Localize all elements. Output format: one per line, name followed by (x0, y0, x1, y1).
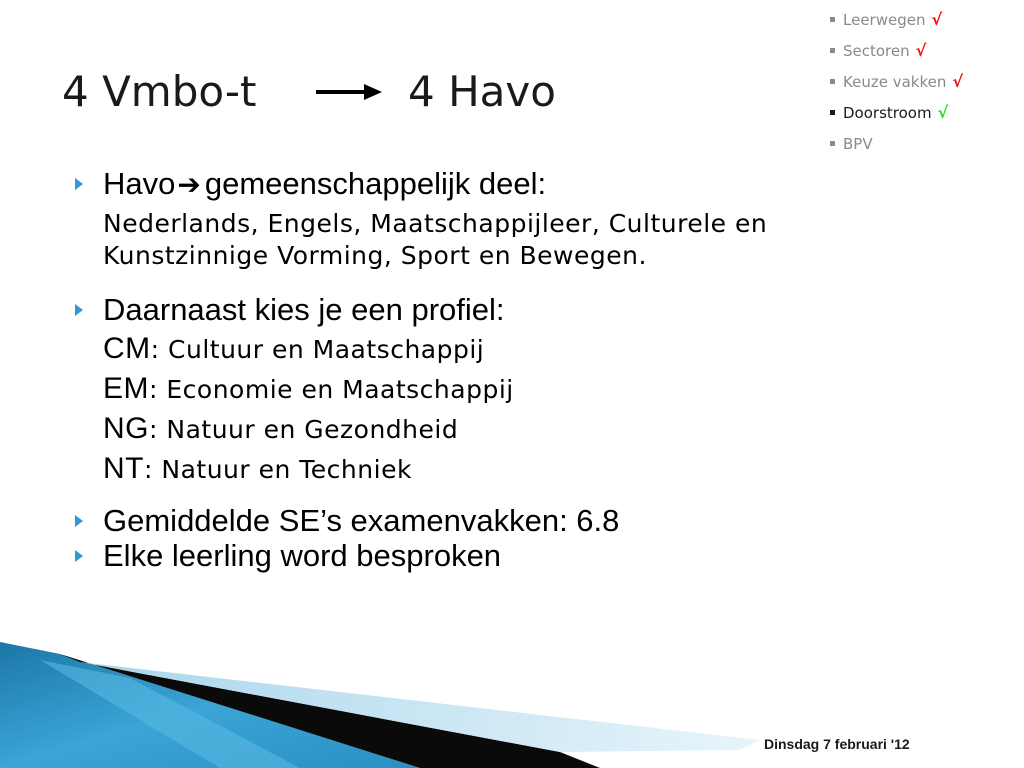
bullet-heading: Daarnaast kies je een profiel: (103, 292, 505, 327)
square-bullet-icon (830, 141, 835, 146)
profile-ng (103, 409, 514, 449)
profile-nt (103, 449, 514, 489)
square-bullet-icon (830, 110, 835, 115)
subject-list (103, 208, 767, 272)
heading-colon: : (537, 166, 547, 201)
nav-item-label: Keuze vakken (843, 72, 947, 91)
profile-cm (103, 329, 514, 369)
profile-code: NG (103, 412, 149, 445)
subject-line: Kunstzinnige Vorming, Sport en Bewegen. (103, 241, 647, 270)
nav-item-label: Sectoren (843, 41, 910, 60)
profile-desc: : Natuur en Techniek (144, 455, 412, 484)
arrow-icon: ➔ (177, 169, 201, 200)
checkmark-icon: √ (931, 9, 943, 29)
nav-item-sectoren[interactable] (828, 35, 1018, 66)
triangle-bullet-icon (75, 304, 83, 316)
nav-item-bpv[interactable] (828, 128, 1018, 159)
triangle-bullet-icon (75, 515, 83, 527)
nav-item-leerwegen[interactable] (828, 4, 1018, 35)
square-bullet-icon (830, 79, 835, 84)
checkmark-icon: √ (952, 71, 964, 91)
footer-date: Dinsdag 7 februari '12 (764, 736, 910, 752)
profile-code: NT (103, 452, 144, 485)
right-arrow-icon (316, 82, 386, 102)
title-left: 4 Vmbo-t (62, 67, 257, 116)
bullet-text: Elke leerling word besproken (103, 538, 502, 573)
profile-desc: : Economie en Maatschappij (149, 375, 514, 404)
profile-desc: : Natuur en Gezondheid (149, 415, 459, 444)
square-bullet-icon (830, 17, 835, 22)
profile-em (103, 369, 514, 409)
square-bullet-icon (830, 48, 835, 53)
nav-item-label: BPV (843, 134, 873, 153)
bullet-text: Gemiddelde SE’s examenvakken: 6.8 (103, 503, 620, 538)
subject-line: Nederlands, Engels, Maatschappijleer, Culturele en (103, 209, 768, 238)
checkmark-icon: √ (937, 102, 949, 122)
profile-code: EM (103, 372, 149, 405)
bullet-heading (103, 165, 767, 204)
bullet-average-grade (72, 502, 619, 540)
triangle-bullet-icon (75, 550, 83, 562)
nav-item-doorstroom[interactable] (828, 97, 1018, 128)
nav-item-keuze-vakken[interactable] (828, 66, 1018, 97)
title-right: 4 Havo (408, 67, 556, 116)
bullet-profiles (72, 291, 514, 489)
profile-code: CM (103, 332, 151, 365)
heading-common-part: gemeenschappelijk deel (204, 166, 538, 201)
bullet-havo-common (72, 165, 767, 272)
triangle-bullet-icon (75, 178, 83, 190)
nav-item-label: Leerwegen (843, 10, 926, 29)
profile-desc: : Cultuur en Maatschappij (150, 335, 485, 364)
checkmark-icon: √ (915, 40, 927, 60)
heading-havo: Havo (103, 166, 176, 201)
nav-item-label: Doorstroom (843, 103, 932, 122)
bullet-discussed (72, 537, 501, 575)
topic-nav (828, 4, 1018, 159)
